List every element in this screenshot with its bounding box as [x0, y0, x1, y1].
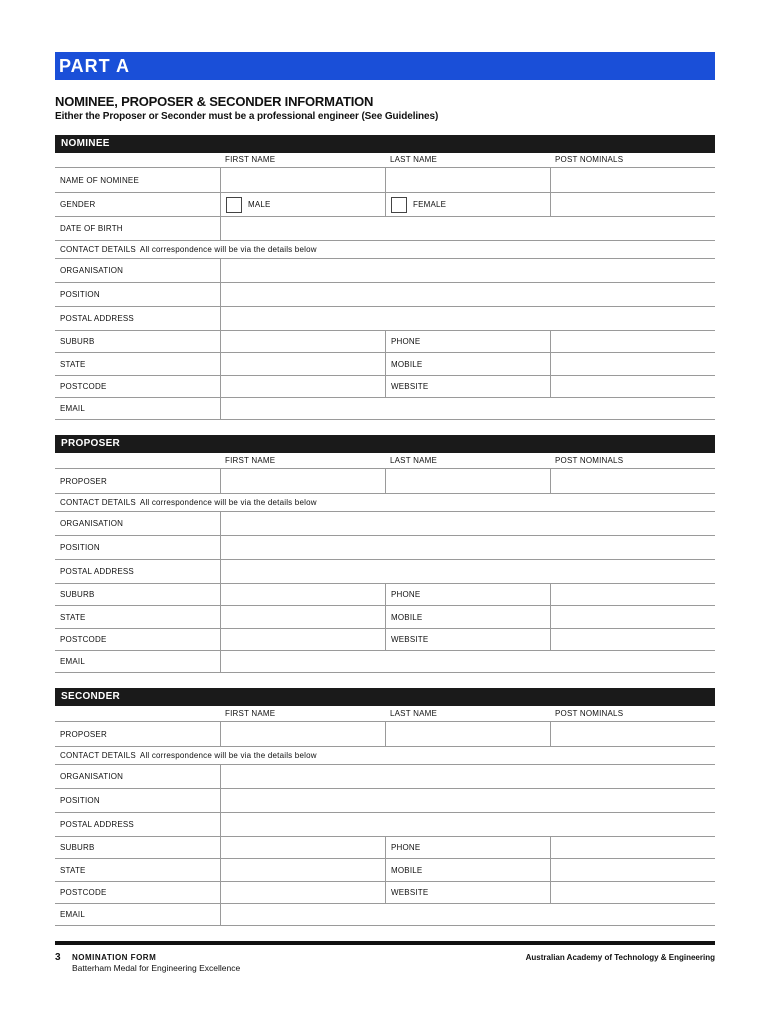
seconder-website-field[interactable] — [550, 882, 715, 903]
nominee-position-field[interactable] — [220, 283, 715, 306]
proposer-state-row — [55, 606, 715, 629]
position-label: POSITION — [60, 290, 100, 299]
nominee-suburb-row — [55, 331, 715, 353]
seconder-position-field[interactable] — [220, 789, 715, 812]
nominee-position-row — [55, 283, 715, 307]
proposer-postal-address-row — [55, 560, 715, 584]
footer-rule — [55, 941, 715, 945]
nominee-suburb-field[interactable] — [220, 331, 385, 352]
nominee-organisation-field[interactable] — [220, 259, 715, 282]
part-banner: PART A — [55, 52, 715, 80]
footer-form-title: NOMINATION FORM — [72, 953, 157, 962]
proposer-name-label: PROPOSER — [60, 476, 107, 486]
nominee-mobile-field[interactable] — [550, 353, 715, 375]
nominee-website-field[interactable] — [550, 376, 715, 397]
nominee-organisation-row — [55, 259, 715, 283]
position-label: POSITION — [60, 543, 100, 552]
seconder-suburb-row — [55, 837, 715, 859]
seconder-position-row — [55, 789, 715, 813]
female-label: FEMALE — [413, 200, 447, 209]
nominee-name-row — [55, 168, 715, 193]
page-subtitle: Either the Proposer or Seconder must be a professional engineer (See Guidelines) — [55, 111, 439, 122]
nominee-first-name-field[interactable] — [220, 168, 385, 192]
proposer-organisation-field[interactable] — [220, 512, 715, 535]
mobile-label: MOBILE — [385, 859, 550, 881]
website-label: WEBSITE — [385, 882, 550, 903]
proposer-suburb-field[interactable] — [220, 584, 385, 605]
post-nominals-header: POST NOMINALS — [555, 155, 624, 164]
nominee-post-nominals-field[interactable] — [550, 168, 715, 192]
postcode-label: POSTCODE — [60, 635, 107, 644]
nominee-gender-row — [55, 193, 715, 217]
first-name-header: FIRST NAME — [225, 709, 276, 718]
postcode-label: POSTCODE — [60, 382, 107, 391]
male-option[interactable] — [220, 193, 385, 216]
contact-details-label: CONTACT DETAILS — [60, 751, 136, 760]
proposer-email-row — [55, 651, 715, 673]
contact-details-note: All correspondence will be via the details below — [139, 498, 317, 507]
footer-medal-name: Batterham Medal for Engineering Excellence — [72, 963, 241, 973]
female-checkbox[interactable] — [391, 197, 407, 213]
nominee-postcode-field[interactable] — [220, 376, 385, 397]
seconder-suburb-field[interactable] — [220, 837, 385, 858]
last-name-header: LAST NAME — [390, 709, 437, 718]
nominee-postcode-row — [55, 376, 715, 398]
seconder-postcode-field[interactable] — [220, 882, 385, 903]
last-name-header: LAST NAME — [390, 155, 437, 164]
dob-field[interactable] — [220, 217, 715, 240]
seconder-postal-address-row — [55, 813, 715, 837]
proposer-section — [55, 435, 715, 673]
postcode-label: POSTCODE — [60, 888, 107, 897]
nominee-state-field[interactable] — [220, 353, 385, 375]
dob-label: DATE OF BIRTH — [60, 224, 123, 233]
page-title: NOMINEE, PROPOSER & SECONDER INFORMATION — [55, 94, 374, 109]
seconder-postal-address-field[interactable] — [220, 813, 715, 836]
seconder-postcode-row — [55, 882, 715, 904]
email-label: EMAIL — [60, 910, 86, 919]
seconder-heading: SECONDER — [55, 688, 715, 706]
seconder-email-field[interactable] — [220, 904, 715, 925]
position-label: POSITION — [60, 796, 100, 805]
seconder-state-field[interactable] — [220, 859, 385, 881]
contact-details-note: All correspondence will be via the details below — [139, 245, 317, 254]
seconder-name-row — [55, 722, 715, 747]
seconder-last-name-field[interactable] — [385, 722, 550, 746]
post-nominals-header: POST NOMINALS — [555, 709, 624, 718]
nominee-section — [55, 135, 715, 420]
organisation-label: ORGANISATION — [60, 772, 124, 781]
postal-address-label: POSTAL ADDRESS — [60, 314, 134, 323]
proposer-contact-row — [55, 494, 715, 512]
nominee-postal-address-row — [55, 307, 715, 331]
nominee-email-field[interactable] — [220, 398, 715, 419]
nominee-email-row — [55, 398, 715, 420]
footer-org-name: Australian Academy of Technology & Engineering — [525, 953, 715, 962]
suburb-label: SUBURB — [60, 337, 95, 346]
nominee-state-row — [55, 353, 715, 376]
phone-label: PHONE — [385, 331, 550, 352]
seconder-mobile-field[interactable] — [550, 859, 715, 881]
proposer-column-headers — [55, 453, 715, 469]
postal-address-label: POSTAL ADDRESS — [60, 820, 134, 829]
female-option[interactable] — [385, 193, 550, 216]
seconder-state-row — [55, 859, 715, 882]
mobile-label: MOBILE — [385, 353, 550, 375]
proposer-last-name-field[interactable] — [385, 469, 550, 493]
nominee-column-headers — [55, 153, 715, 168]
state-label: STATE — [60, 612, 86, 622]
last-name-header: LAST NAME — [390, 456, 437, 465]
proposer-first-name-field[interactable] — [220, 469, 385, 493]
postal-address-label: POSTAL ADDRESS — [60, 567, 134, 576]
proposer-position-row — [55, 536, 715, 560]
proposer-postcode-row — [55, 629, 715, 651]
proposer-postal-address-field[interactable] — [220, 560, 715, 583]
email-label: EMAIL — [60, 404, 86, 413]
website-label: WEBSITE — [385, 376, 550, 397]
contact-details-note: All correspondence will be via the details below — [139, 751, 317, 760]
proposer-mobile-field[interactable] — [550, 606, 715, 628]
seconder-email-row — [55, 904, 715, 926]
first-name-header: FIRST NAME — [225, 456, 276, 465]
phone-label: PHONE — [385, 837, 550, 858]
first-name-header: FIRST NAME — [225, 155, 276, 164]
organisation-label: ORGANISATION — [60, 266, 124, 275]
seconder-post-nominals-field[interactable] — [550, 722, 715, 746]
male-label: MALE — [248, 200, 271, 209]
seconder-section — [55, 688, 715, 926]
suburb-label: SUBURB — [60, 843, 95, 852]
nominee-postal-address-field[interactable] — [220, 307, 715, 330]
proposer-post-nominals-field[interactable] — [550, 469, 715, 493]
organisation-label: ORGANISATION — [60, 519, 124, 528]
phone-label: PHONE — [385, 584, 550, 605]
state-label: STATE — [60, 359, 86, 369]
nominee-phone-field[interactable] — [550, 331, 715, 352]
suburb-label: SUBURB — [60, 590, 95, 599]
state-label: STATE — [60, 865, 86, 875]
post-nominals-header: POST NOMINALS — [555, 456, 624, 465]
seconder-phone-field[interactable] — [550, 837, 715, 858]
seconder-organisation-row — [55, 765, 715, 789]
seconder-organisation-field[interactable] — [220, 765, 715, 788]
nominee-dob-row — [55, 217, 715, 241]
seconder-name-label: PROPOSER — [60, 729, 107, 739]
website-label: WEBSITE — [385, 629, 550, 650]
proposer-suburb-row — [55, 584, 715, 606]
proposer-heading: PROPOSER — [55, 435, 715, 453]
proposer-email-field[interactable] — [220, 651, 715, 672]
seconder-first-name-field[interactable] — [220, 722, 385, 746]
mobile-label: MOBILE — [385, 606, 550, 628]
proposer-name-row — [55, 469, 715, 494]
gender-label: GENDER — [60, 200, 96, 209]
proposer-website-field[interactable] — [550, 629, 715, 650]
proposer-phone-field[interactable] — [550, 584, 715, 605]
proposer-state-field[interactable] — [220, 606, 385, 628]
proposer-organisation-row — [55, 512, 715, 536]
nominee-contact-row — [55, 241, 715, 259]
seconder-contact-row — [55, 747, 715, 765]
male-checkbox[interactable] — [226, 197, 242, 213]
seconder-column-headers — [55, 706, 715, 722]
email-label: EMAIL — [60, 657, 86, 666]
nominee-heading: NOMINEE — [55, 135, 715, 153]
contact-details-label: CONTACT DETAILS — [60, 245, 136, 254]
proposer-postcode-field[interactable] — [220, 629, 385, 650]
contact-details-label: CONTACT DETAILS — [60, 498, 136, 507]
nominee-name-label: NAME OF NOMINEE — [60, 175, 140, 185]
page-number: 3 — [55, 952, 61, 963]
nominee-last-name-field[interactable] — [385, 168, 550, 192]
proposer-position-field[interactable] — [220, 536, 715, 559]
